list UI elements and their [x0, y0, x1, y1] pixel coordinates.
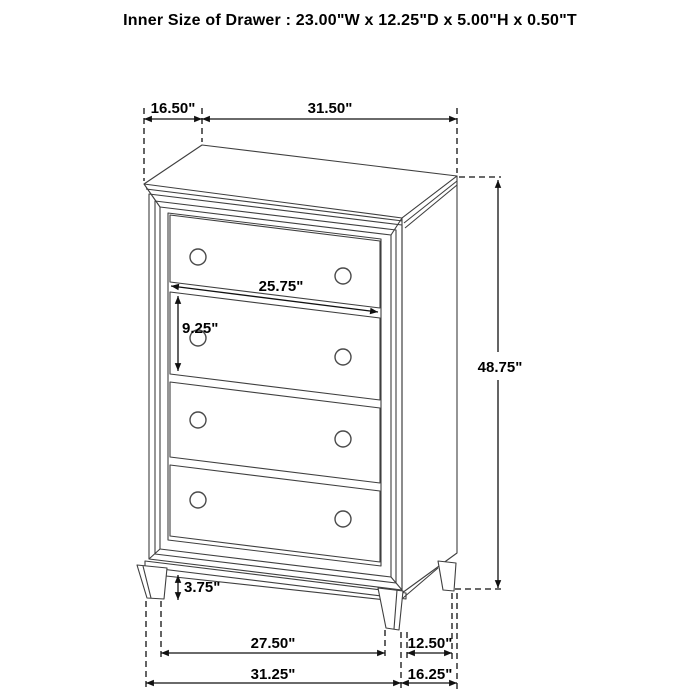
- drawer-2-knob-right: [335, 349, 351, 365]
- dim-label-base-depth: 16.25": [407, 666, 453, 683]
- dim-label-side-feet-span: 12.50": [407, 635, 453, 652]
- drawer-1-knob-right: [335, 268, 351, 284]
- dim-height: [455, 177, 522, 589]
- drawer-1-knob-left: [190, 249, 206, 265]
- dim-label-top-depth: 16.50": [150, 100, 196, 117]
- dim-label-drawer-width: 25.75": [258, 278, 304, 295]
- dim-label-foot-height: 3.75": [184, 579, 221, 596]
- drawer-4-knob-left: [190, 492, 206, 508]
- dim-label-base-width: 31.25": [250, 666, 296, 683]
- chest-top-surface: [144, 145, 457, 218]
- dim-foot-height: [178, 575, 220, 600]
- dim-label-top-width: 31.50": [307, 100, 353, 117]
- front-right-foot: [378, 588, 403, 630]
- dim-bottom-front: [146, 601, 401, 689]
- chest-side-panel: [402, 176, 457, 593]
- dim-bottom-side: [401, 593, 457, 689]
- dim-label-drawer-height: 9.25": [182, 320, 219, 337]
- back-right-foot: [438, 561, 456, 591]
- drawer-3-knob-right: [335, 431, 351, 447]
- chest-drawing: [137, 145, 457, 630]
- front-left-foot: [137, 565, 167, 599]
- drawer-4-knob-right: [335, 511, 351, 527]
- dim-label-height: 48.75": [477, 359, 523, 376]
- diagram-title: Inner Size of Drawer : 23.00"W x 12.25"D x 5.00"H x 0.50"T: [123, 12, 577, 29]
- dim-label-front-feet-span: 27.50": [250, 635, 296, 652]
- drawer-3-knob-left: [190, 412, 206, 428]
